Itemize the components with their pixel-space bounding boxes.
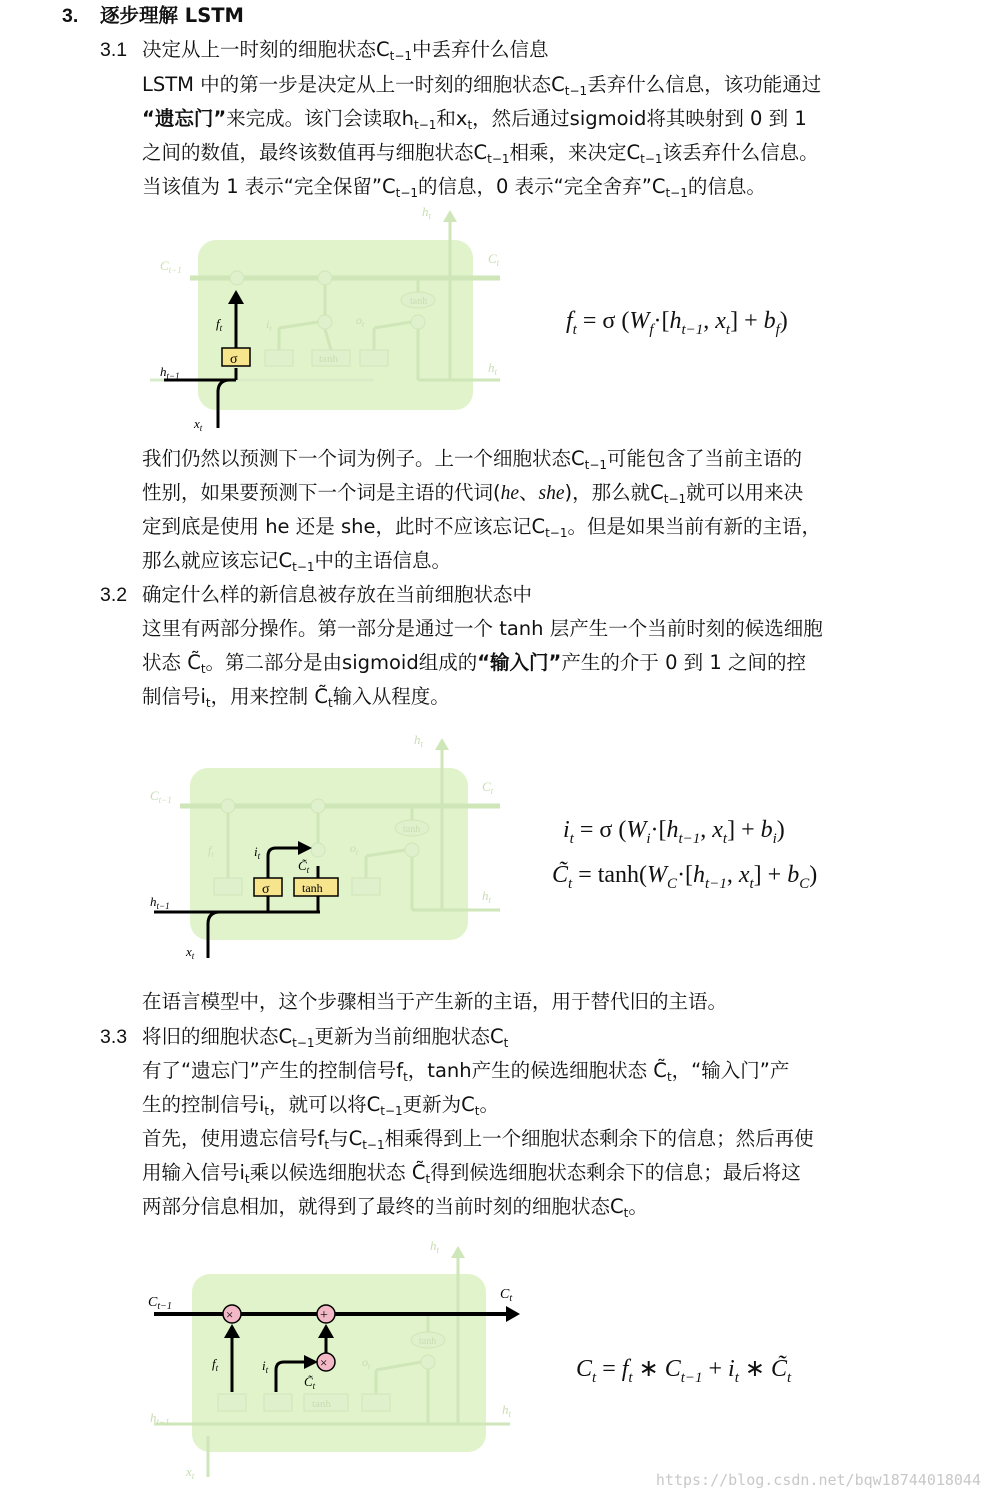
subsection-title-3-3: 将旧的细胞状态$C_{t-1}$更新为当前细胞状态$C_t$ (142, 1025, 509, 1050)
svg-text:it: $i_t$ (266, 317, 272, 333)
para-3-1b-line-3: 定到底是使用 he 还是 she，此时不应该忘记$C_{t-1}$。但是如果当前有新的主语， (142, 515, 822, 540)
sigma-label: σ (262, 882, 270, 897)
svg-text:ht: $h_t$ (430, 1238, 440, 1255)
tanh-label: tanh (312, 1398, 331, 1410)
add-op: + (320, 1308, 328, 1323)
para-3-3-line-4: 用输入信号$i_t$乘以候选细胞状态 $C̃_t$得到候选细胞状态剩余下的信息；最后将这 (142, 1161, 801, 1186)
equation-candidate: $C̃_t = \tanh(W_C\cdot[h_{t-1}$, $x_t] + b_C$) (552, 862, 818, 892)
para-3-1-line-2: “遗忘门”来完成。该门会读取$h_{t-1}$和$x_t$，然后通过sigmoid将其映射到 0 到 1 (142, 107, 807, 132)
svg-text:ht: $h_t$ (502, 1402, 512, 1419)
tanh-label: tanh (302, 881, 323, 895)
section-title: 逐步理解 LSTM (100, 4, 244, 27)
para-3-3-line-5: 两部分信息相加，就得到了最终的当前时刻的细胞状态$C_t$。 (142, 1195, 648, 1220)
input-gate-diagram (140, 728, 520, 968)
tanh-label: tanh (319, 353, 338, 365)
svg-text:Ct−1: $C_{t-1}$ (150, 788, 172, 805)
svg-text:Ct: $C_t$ (488, 251, 500, 268)
svg-text:ft: $f_t$ (212, 1356, 219, 1373)
subsection-title-3-2: 确定什么样的新信息被存放在当前细胞状态中 (142, 583, 533, 606)
para-3-2-after: 在语言模型中，这个步骤相当于产生新的主语，用于替代旧的主语。 (142, 990, 728, 1013)
svg-text:Ct−1: $C_{t-1}$ (148, 1295, 172, 1312)
svg-text:ht: $h_t$ (488, 360, 498, 377)
svg-text:Ct−1: $C_{t-1}$ (160, 258, 182, 275)
svg-text:ot: $o_t$ (356, 313, 365, 329)
svg-text:ht: $h_t$ (414, 732, 424, 749)
para-3-1b-line-2: 性别，如果要预测下一个词是主语的代词(he、she)，那么就$C_{t-1}$就可以用来决 (142, 481, 804, 506)
svg-text:ft: $f_t$ (208, 843, 214, 859)
para-3-3-line-1: 有了“遗忘门”产生的控制信号$f_t$，tanh产生的候选细胞状态 $C̃_t$，“输入门”产 (142, 1059, 790, 1084)
svg-text:ht−1: $h_{t-1}$ (160, 364, 180, 381)
svg-text:it: $i_t$ (254, 844, 261, 861)
subsection-number-3-2: 3.2 (100, 584, 128, 606)
svg-text:ot: $o_t$ (362, 1355, 371, 1371)
watermark: https://blog.csdn.net/bqw18744018044 (655, 1471, 981, 1489)
svg-text:Ct: $C_t$ (482, 779, 494, 796)
sigma-label: σ (230, 352, 238, 367)
svg-text:ht−1: $h_{t-1}$ (150, 894, 170, 911)
svg-text:ft: $f_t$ (216, 316, 223, 333)
equation-forget-gate: $f_t = \sigma$ ($W_f\cdot[h_{t-1}$, $x_t] + b_f$) (566, 308, 788, 338)
svg-text:Ct: $C_t$ (500, 1287, 513, 1304)
multiply-op: × (226, 1307, 234, 1322)
para-3-1-line-1: LSTM 中的第一步是决定从上一时刻的细胞状态$C_{t-1}$丢弃什么信息，该功能通过 (142, 73, 822, 98)
equation-cell-update: $C_t = f_t$ ∗ $C_{t-1} + i_t$ ∗ $C̃_t$ (576, 1356, 792, 1386)
svg-text:xt: $x_t$ (194, 416, 203, 433)
para-3-2-line-2: 状态 $C̃_t$。第二部分是由sigmoid组成的“输入门”产生的介于 0 到 1 之间的控 (142, 651, 806, 676)
para-3-2-line-1: 这里有两部分操作。第一部分是通过一个 tanh 层产生一个当前时刻的候选细胞 (142, 617, 823, 640)
equation-input-gate: $i_t = \sigma$ ($W_i\cdot[h_{t-1}$, $x_t] + b_i$) (563, 817, 785, 847)
svg-text:ht−1: $h_{t-1}$ (150, 1410, 170, 1427)
para-3-1b-line-4: 那么就应该忘记$C_{t-1}$中的主语信息。 (142, 549, 452, 574)
svg-text:it: $i_t$ (262, 1358, 269, 1375)
para-3-2-line-3: 制信号$i_t$，用来控制 $C̃_t$输入从程度。 (142, 685, 450, 710)
tanh-label: tanh (403, 824, 421, 835)
tanh-label: tanh (419, 1336, 437, 1347)
subsection-number-3-1: 3.1 (100, 39, 128, 61)
para-3-3-line-2: 生的控制信号$i_t$，就可以将$C_{t-1}$更新为$C_t$。 (142, 1093, 500, 1118)
svg-text:xt: $x_t$ (186, 1464, 195, 1481)
para-3-1-line-4: 当该值为 1 表示“完全保留$”C_{t-1}$的信息，0 表示“完全舍弃$”C_{t-1}$的信息。 (142, 175, 766, 200)
svg-text:ht: $h_t$ (422, 204, 432, 221)
subsection-number-3-3: 3.3 (100, 1026, 128, 1048)
section-number: 3. (62, 5, 79, 27)
subsection-title-3-1: 决定从上一时刻的细胞状态$C_{t-1}$中丢弃什么信息 (142, 38, 549, 63)
para-3-1b-line-1: 我们仍然以预测下一个词为例子。上一个细胞状态$C_{t-1}$可能包含了当前主语的 (142, 447, 803, 472)
svg-text:C̃t: $C̃_t$ (298, 858, 310, 875)
svg-text:xt: $x_t$ (186, 944, 195, 961)
svg-text:ot: $o_t$ (350, 841, 359, 857)
tanh-label: tanh (410, 296, 428, 307)
svg-text:ht: $h_t$ (482, 888, 492, 905)
para-3-3-line-3: 首先，使用遗忘信号$f_t$与$C_{t-1}$相乘得到上一个细胞状态剩余下的信息；然后再使 (142, 1127, 814, 1152)
multiply-op: × (320, 1355, 328, 1370)
svg-text:C̃t: $C̃_t$ (304, 1374, 316, 1391)
forget-gate-diagram (150, 200, 520, 440)
para-3-1-line-3: 之间的数值，最终该数值再与细胞状态$C_{t-1}$相乘，来决定$C_{t-1}$该丢弃什么信息。 (142, 141, 819, 166)
cell-update-diagram (140, 1232, 530, 1487)
